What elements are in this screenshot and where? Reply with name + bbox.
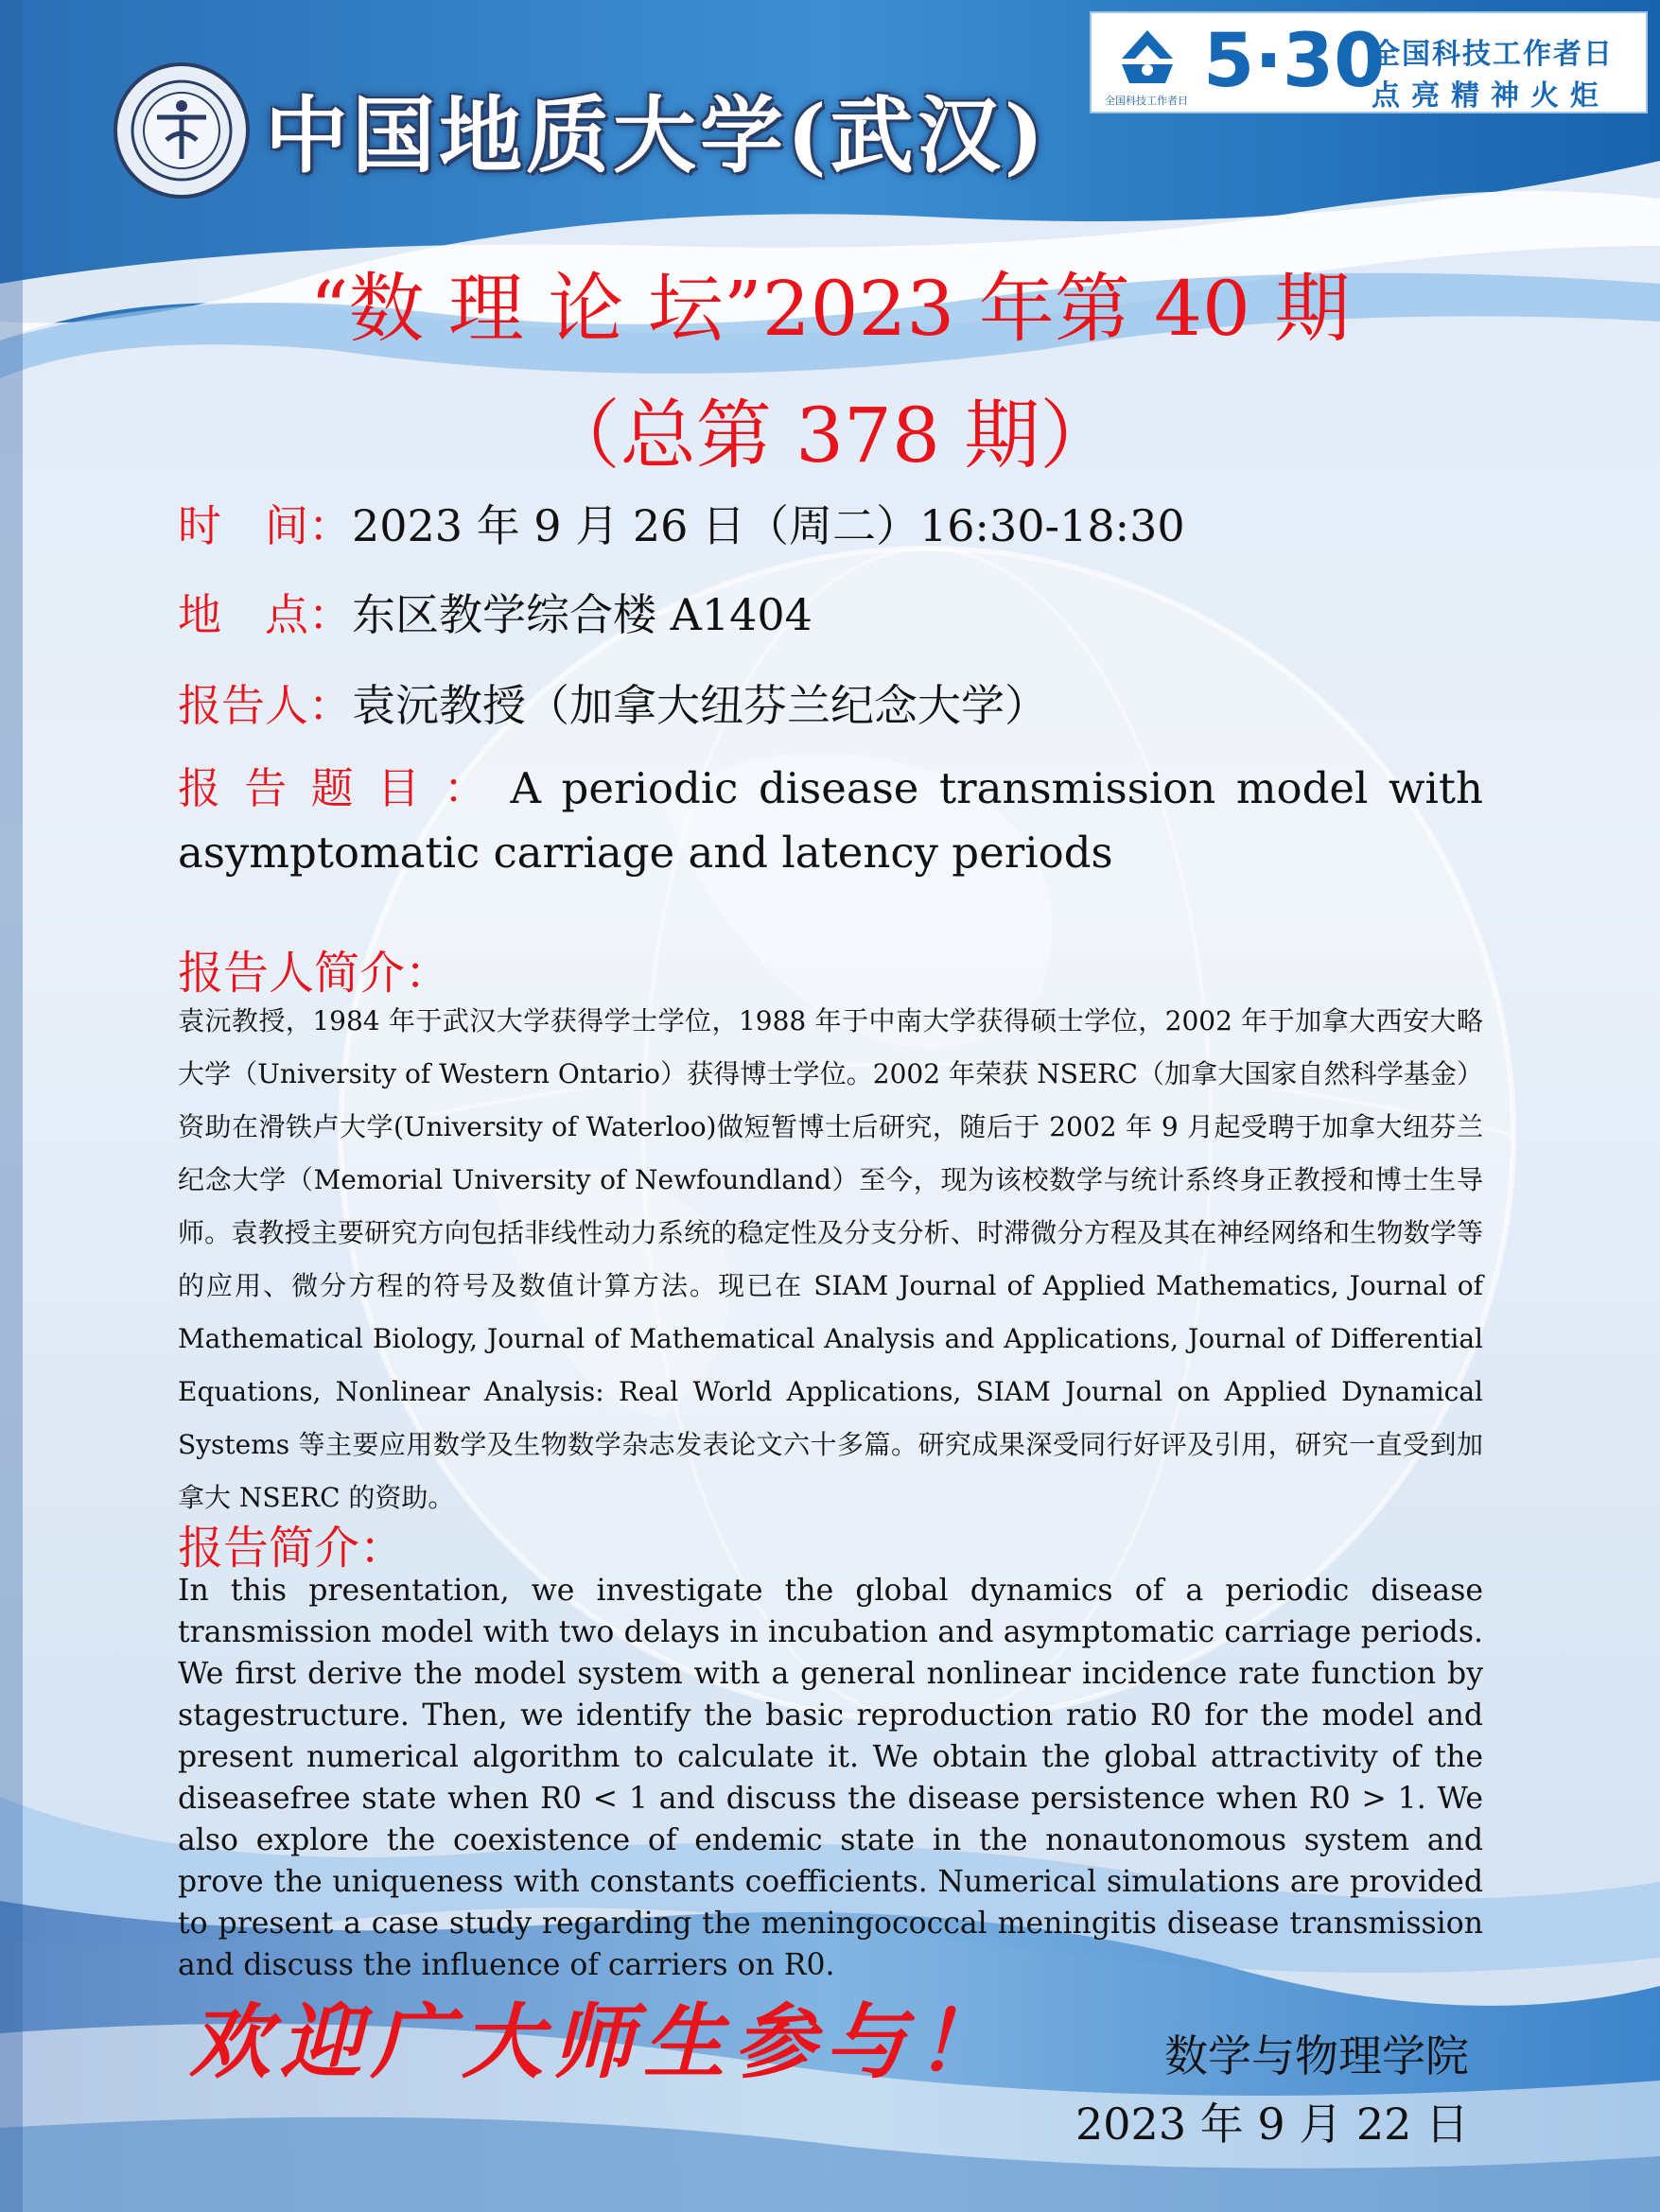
speaker-label: 报告人： — [178, 680, 352, 731]
forum-issue-total: （总第 378 期） — [544, 392, 1116, 479]
topic-row — [178, 757, 1483, 885]
department-name: 数学与物理学院 — [1164, 2030, 1469, 2081]
abstract-text: In this presentation, we investigate the global dynamics of a periodic disease transmission model with two delays in incubation and asymptomatic carriage periods. We first derive the model system with a general nonlinear incidence rate function by stagestructure. Then, we identify the basic reproduction ratio R0 for the model and present numerical algorithm to calculate it. We obtain the global attractivity of the diseasefree state when R0 < 1 and discuss the disease persistence when R0 > 1. We also explore the coexistence of endemic state in the nonautonomous system and prove the uniqueness with constants coefficients. Numerical simulations are provided to present a case study regarding the meningococcal meningitis disease transmission and discuss the influence of carriers on R0. — [178, 1574, 1483, 1982]
badge-line-2: 点亮精神火炬 — [1372, 79, 1610, 113]
badge-org-text: 全国科技工作者日 — [1105, 95, 1188, 107]
topic-label: 报告题目： — [178, 763, 511, 813]
issue-date: 2023 年 9 月 22 日 — [1075, 2099, 1469, 2150]
science-day-badge — [1090, 11, 1648, 113]
time-row — [178, 492, 1483, 554]
speaker-value: 袁沅教授（加拿大纽芬兰纪念大学） — [352, 680, 1048, 731]
university-name: 中国地质大学(武汉) — [265, 86, 1048, 184]
welcome-slogan: 欢迎广大师生参与！ — [189, 1994, 1006, 2090]
place-row — [178, 581, 1483, 643]
place-value: 东区教学综合楼 A1404 — [352, 589, 813, 640]
topic-value: A periodic disease transmission model with asymptomatic carriage and latency periods — [178, 763, 1483, 878]
forum-title: “数 理 论 坛”2023 年第 40 期 — [309, 265, 1351, 353]
speaker-row — [178, 671, 1483, 734]
abstract-heading: 报告简介： — [178, 1522, 406, 1575]
badge-line-1: 全国科技工作者日 — [1372, 38, 1614, 71]
bio-heading: 报告人简介： — [178, 947, 451, 1000]
place-label: 地 点： — [178, 589, 352, 640]
time-value: 2023 年 9 月 26 日（周二）16:30-18:30 — [352, 500, 1185, 551]
time-label: 时 间： — [178, 500, 352, 551]
badge-number: 5·30 — [1203, 19, 1386, 104]
bio-text: 袁沅教授，1984 年于武汉大学获得学士学位，1988 年于中南大学获得硕士学位，2002 年于加拿大西安大略大学（University of Western Ontario）获得博士学位。2002 年荣获 NSERC（加拿大国家自然科学基金）资助在滑铁卢大学(University of Waterloo)做短暂博士后研究，随后于 2002 年 9 月起受聘于加拿大纽芬兰纪念大学（Memorial University of Newfoundland）至今，现为该校数学与统计系终身正教授和博士生导师。袁教授主要研究方向包括非线性动力系统的稳定性及分支分析、时滞微分方程及其在神经网络和生物数学等的应用、微分方程的符号及数值计算方法。现已在 SIAM Journal of Applied Mathematics, Journal of Mathematical Biology, Journal of Mathematical Analysis and Applications, Journal of Differential Equations, Nonlinear Analysis: Real World Applications, SIAM Journal on Applied Dynamical Systems 等主要应用数学及生物数学杂志发表论文六十多篇。研究成果深受同行好评及引用，研究一直受到加拿大 NSERC 的资助。 — [178, 1005, 1483, 1513]
torch-emblem-icon — [1114, 26, 1180, 87]
university-seal-logo — [112, 61, 252, 200]
